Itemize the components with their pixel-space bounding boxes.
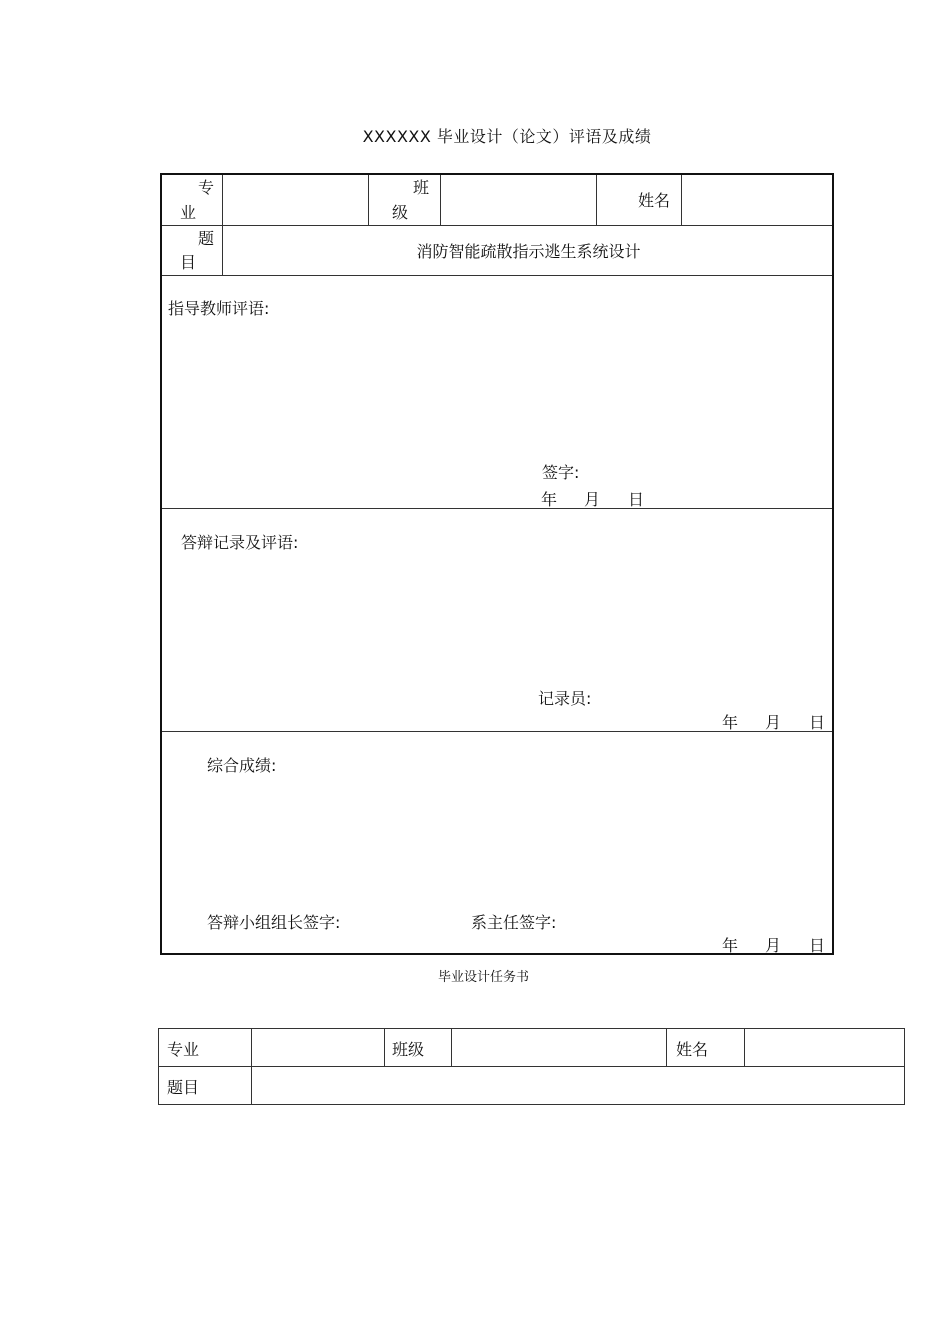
task-name-label: 姓名 xyxy=(676,1040,709,1059)
row-divider xyxy=(162,508,832,509)
major-label-bottom: 业 xyxy=(180,203,197,222)
task-book-table xyxy=(158,1028,905,1105)
task-major-value[interactable] xyxy=(252,1029,384,1066)
row-divider xyxy=(162,225,832,226)
final-grade-label: 综合成绩: xyxy=(207,756,277,775)
col-divider xyxy=(666,1029,667,1066)
document-title: XXXXXX 毕业设计（论文）评语及成绩 xyxy=(362,127,652,146)
recorder-label: 记录员: xyxy=(538,689,592,708)
task-class-label: 班级 xyxy=(392,1040,425,1059)
grade-date-day: 日 xyxy=(809,936,826,955)
defense-date-day: 日 xyxy=(809,713,826,732)
task-name-value[interactable] xyxy=(745,1029,904,1066)
topic-label-top: 题 xyxy=(198,229,215,248)
advisor-date-year: 年 xyxy=(541,490,558,509)
major-value[interactable] xyxy=(223,175,368,225)
evaluation-form xyxy=(160,173,834,955)
task-topic-value[interactable] xyxy=(252,1067,904,1104)
task-topic-label: 题目 xyxy=(167,1078,200,1097)
dept-head-signature-label: 系主任签字: xyxy=(471,913,557,932)
topic-label-bottom: 目 xyxy=(180,253,197,272)
defense-date-year: 年 xyxy=(722,713,739,732)
task-class-value[interactable] xyxy=(452,1029,666,1066)
col-divider xyxy=(596,175,597,225)
class-label-bottom: 级 xyxy=(392,203,409,222)
major-label-top: 专 xyxy=(198,178,215,197)
advisor-comment-label: 指导教师评语: xyxy=(168,299,270,318)
col-divider xyxy=(384,1029,385,1066)
advisor-date-day: 日 xyxy=(628,490,645,509)
advisor-date-month: 月 xyxy=(584,490,601,509)
topic-value: 消防智能疏散指示逃生系统设计 xyxy=(416,242,641,261)
panel-leader-signature-label: 答辩小组组长签字: xyxy=(207,913,341,932)
col-divider xyxy=(368,175,369,225)
advisor-signature-label: 签字: xyxy=(542,463,580,482)
class-label-top: 班 xyxy=(413,178,430,197)
task-major-label: 专业 xyxy=(167,1040,200,1059)
name-label: 姓名 xyxy=(638,191,671,210)
grade-date-month: 月 xyxy=(765,936,782,955)
grade-date-year: 年 xyxy=(722,936,739,955)
row-divider xyxy=(162,275,832,276)
class-value[interactable] xyxy=(441,175,596,225)
task-book-title: 毕业设计任务书 xyxy=(438,970,530,985)
name-value[interactable] xyxy=(682,175,834,225)
defense-date-month: 月 xyxy=(765,713,782,732)
defense-record-label: 答辩记录及评语: xyxy=(181,533,299,552)
